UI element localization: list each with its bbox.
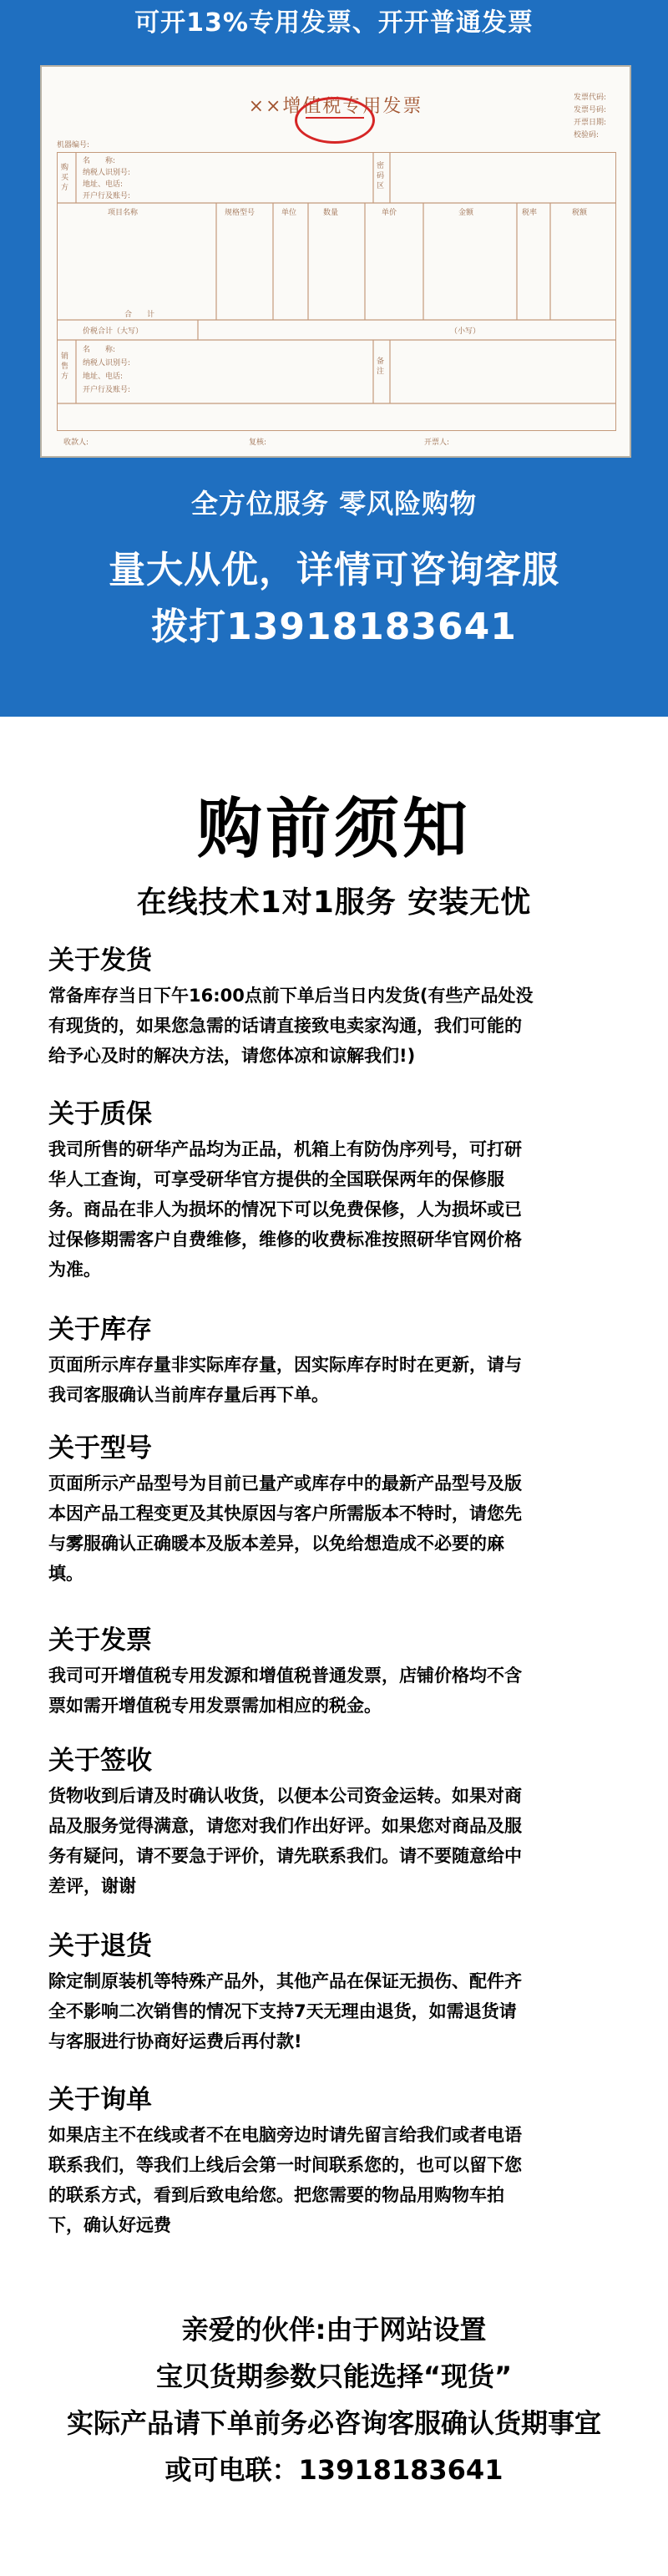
section-line: 我司可开增值税专用发源和增值税普通发票，店铺价格均不含 [48,1666,522,1686]
section-heading: 关于型号 [48,1433,152,1463]
section-heading: 关于签收 [48,1746,152,1776]
section-inquiry [48,2083,633,2240]
section-line: 过保修期需客户自费维修，维修的收费标准按照研华官网价格 [48,1230,522,1250]
section-line: 常备库存当日下午16:00点前下单后当日内发货(有些产品处没 [48,986,534,1006]
invoice-meta-check: 校验码: [573,131,599,139]
hotline-text: 拨打13918183641 [151,606,517,648]
invoice-col-qty: 数量 [323,209,339,217]
invoice-meta-date: 开票日期: [573,119,606,127]
section-line: 与客服进行协商好运费后再付款! [48,2031,302,2051]
invoice-buyer-address: 地址、电话: [83,180,124,189]
invoice-total-words: 价税合计（大写） [83,327,144,336]
section-line: 有现货的，如果您急需的话请直接致电卖家沟通，我们可能的 [48,1016,522,1036]
section-invoice [48,1624,633,1721]
footer-confirm-note: 实际产品请下单前务必咨询客服确认货期事宜 [66,2407,601,2439]
section-line: 本因产品工程变更及其快原因与客户所需版本不特时，请您先 [48,1504,522,1524]
section-shipping [48,944,633,1071]
service-slogan: 全方位服务 零风险购物 [190,488,478,520]
invoice-seller-name: 名 称: [83,346,116,354]
invoice-total-lower: （小写） [450,327,481,336]
section-line: 的联系方式，看到后致电给您。把您需要的物品用购物车拍 [48,2185,504,2205]
section-line: 品及服务觉得满意，请您对我们作出好评。如果您对商品及服 [48,1816,522,1836]
section-line: 下，确认好远费 [48,2215,171,2235]
invoice-title: ××增值税专用发票 [248,96,423,117]
section-line: 填。 [48,1564,84,1584]
section-line: 联系我们，等我们上线后会第一时间联系您的，也可以留下您 [48,2155,522,2175]
invoice-buyer-side: 购买方 [61,164,69,192]
section-line: 页面所示产品型号为目前已量产或库存中的最新产品型号及版 [48,1473,522,1493]
section-heading: 关于发货 [48,946,152,976]
section-line: 票如需开增值税专用发票需加相应的税金。 [48,1696,382,1716]
invoice-sample-image [40,65,631,458]
section-line: 务有疑问，请不要急于评价，请先联系我们。请不要随意给中 [48,1846,522,1866]
notice-title: 购前须知 [196,792,471,867]
section-returns [48,1929,633,2056]
invoice-col-tax: 税额 [572,209,588,217]
invoice-machine-no: 机器编号: [57,141,90,150]
invoice-reviewer: 复核: [249,439,267,447]
section-line: 务。商品在非人为损坏的情况下可以免费保修，人为损坏或已 [48,1199,522,1220]
footer-greeting: 亲爱的伙伴:由于网站设置 [181,2314,487,2345]
footer-stock-note: 宝贝货期参数只能选择“现货” [155,2360,513,2392]
notice-subtitle: 在线技术1对1服务 安装无忧 [136,885,532,920]
invoice-col-rate: 税率 [522,209,538,217]
section-heading: 关于质保 [48,1099,152,1129]
section-heading: 关于退货 [48,1931,152,1961]
invoice-col-spec: 规格型号 [225,209,256,217]
invoice-total: 合 计 [124,311,155,319]
section-line: 差评，谢谢 [48,1876,136,1896]
invoice-col-price: 单价 [382,209,397,217]
invoice-grid-lines [58,153,615,430]
section-line: 货物收到后请及时确认收货，以便本公司资金运转。如果对商 [48,1786,522,1806]
invoice-payee: 收款人: [63,439,89,447]
section-stock [48,1313,633,1410]
footer-phone: 或可电联：13918183641 [164,2454,504,2486]
section-line: 我司所售的研华产品均为正品，机箱上有防伪序列号，可打研 [48,1139,522,1159]
invoice-seller-address: 地址、电话: [83,373,124,381]
section-line: 与雾服确认正确暖本及版本差异，以免给想造成不必要的麻 [48,1534,504,1554]
invoice-seal-line [306,117,364,119]
invoice-seller-side: 销售方 [61,352,69,381]
invoice-col-unit: 单位 [281,209,297,217]
section-model [48,1432,633,1589]
section-heading: 关于发票 [48,1625,152,1656]
invoice-seller-taxid: 纳税人识别号: [83,359,131,368]
section-warranty [48,1098,633,1285]
section-line: 华人工查询，可享受研华官方提供的全国联保两年的保修服 [48,1169,504,1189]
bulk-discount-text: 量大从优，详情可咨询客服 [109,549,559,591]
invoice-buyer-taxid: 纳税人识别号: [83,169,131,177]
invoice-meta [574,92,606,142]
section-heading: 关于库存 [48,1315,152,1345]
invoice-issuer: 开票人: [424,439,450,447]
invoice-meta-code: 发票代码: [573,94,606,102]
invoice-buyer-name: 名 称: [83,157,116,165]
hero-banner [0,0,668,717]
section-line: 全不影响二次销售的情况下支持7天无理由退货，如需退货请 [48,2001,517,2021]
section-line: 如果店主不在线或者不在电脑旁边时请先留言给我们或者电语 [48,2125,522,2145]
invoice-seller-bank: 开户行及账号: [83,386,131,394]
invoice-grid [57,152,616,431]
invoice-seal [295,97,375,144]
invoice-buyer-bank: 开户行及账号: [83,192,131,200]
section-receipt [48,1744,633,1901]
invoice-offer-text: 可开13%专用发票、开开普通发票 [134,8,534,38]
invoice-col-amount: 金额 [458,209,474,217]
invoice-col-item: 项目名称 [108,209,139,217]
section-line: 除定制原装机等特殊产品外，其他产品在保证无损伤、配件齐 [48,1971,522,1991]
section-line: 为准。 [48,1260,101,1280]
invoice-meta-number: 发票号码: [573,106,606,114]
section-line: 页面所示库存量非实际库存量，因实际库存时时在更新，请与 [48,1355,522,1375]
invoice-remarks: 备注 [377,357,385,376]
invoice-password-area: 密码区 [377,162,385,190]
section-line: 给予心及时的解决方法，请您体凉和谅解我们!) [48,1046,416,1066]
section-heading: 关于询单 [48,2085,152,2115]
section-line: 我司客服确认当前库存量后再下单。 [48,1385,329,1405]
